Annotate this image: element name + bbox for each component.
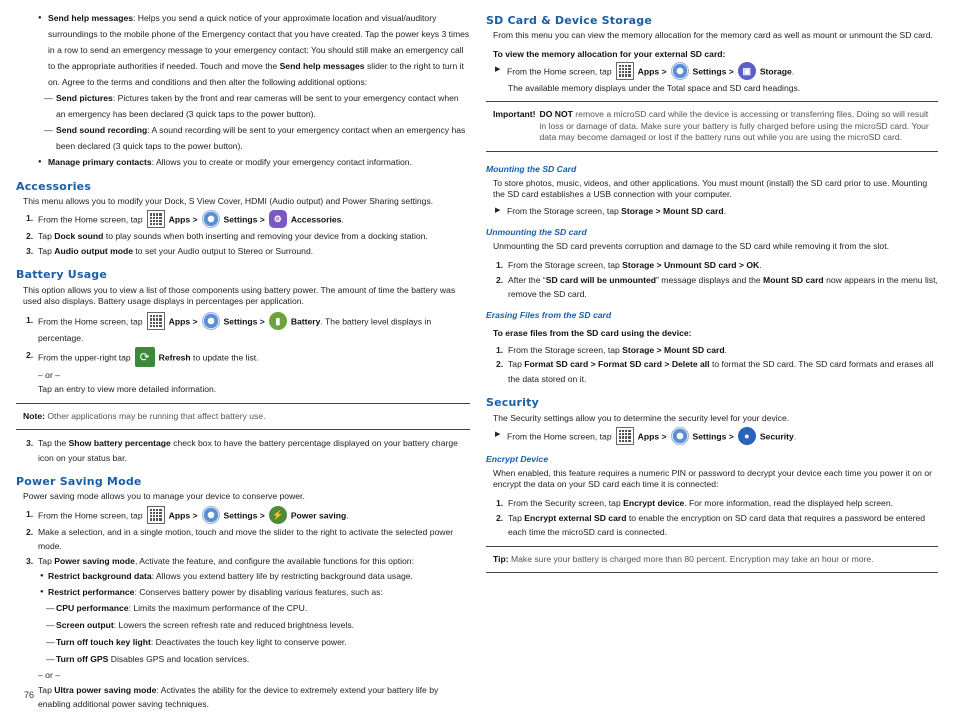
- list-item: — Send pictures: Pictures taken by the front and rear cameras will be sent to your emergency contact when an emergency has been declared (3 quick taps to the power button).: [16, 90, 470, 122]
- step: 2. After the “SD card will be unmounted” message displays and the Mount SD card now appears in the menu list, remove the SD card.: [496, 274, 938, 299]
- heading-accessories: Accessories: [16, 180, 92, 193]
- step: 3. Tap Power saving mode, Activate the feature, and configure the available functions for this option:: [26, 555, 414, 566]
- apps-grid-icon: [147, 312, 165, 330]
- page-number: 76: [24, 690, 35, 700]
- list-item: ● Restrict background data: Allows you extend battery life by restricting background data usage.: [16, 568, 470, 584]
- heading-power-saving: Power Saving Mode: [16, 475, 142, 489]
- apps-grid-icon: [616, 62, 634, 80]
- step: 3. Tap the Show battery percentage check box to have the battery percentage displayed on your battery charge icon on your status bar.: [26, 438, 458, 463]
- step: 1. From the Home screen, tap Apps > Settings > ⚙ Accessories.: [16, 211, 470, 229]
- step: 1. From the Storage screen, tap Storage > Unmount SD card > OK.: [496, 260, 762, 270]
- lock-icon: ●: [738, 427, 756, 445]
- paragraph: This option allows you to view a list of those components using battery power. The amount of time the battery was used also displays. Battery usage displays in percentages per application.: [23, 284, 456, 306]
- left-column: [16, 10, 470, 712]
- important-box: Important! DO NOT remove a microSD card while the device is accessing or transferring files. Doing so will result in loss or damage of data. Make sure your battery is fully charged before using the microSD card. Your data may become damaged or lost if the battery runs out while you are using the microSD card.: [486, 101, 938, 152]
- tip-box: Tip: Make sure your battery is charged more than 80 percent. Encryption may take an hour or more.: [486, 546, 938, 574]
- paragraph: Unmounting the SD card prevents corruption and damage to the SD card while removing it from the slot.: [493, 240, 889, 251]
- step: 1. From the Security screen, tap Encrypt device. For more information, read the displayed help screen.: [496, 498, 893, 509]
- battery-icon: ▮: [269, 312, 287, 330]
- list-item: — Screen output: Lowers the screen refresh rate and reduced brightness levels.: [16, 617, 470, 634]
- settings-gear-icon: [671, 62, 689, 80]
- heading-erasing: Erasing Files from the SD card: [486, 309, 612, 320]
- step: ▶ From the Home screen, tap Apps > Settings > ▣ Storage.: [486, 63, 938, 81]
- list-item: — Send sound recording: A sound recording will be sent to your emergency contact when an emergency has been declared (3 quick taps to the power button).: [16, 122, 470, 154]
- heading-unmounting: Unmounting the SD card: [486, 226, 587, 237]
- step: 1. From the Storage screen, tap Storage > Mount SD card.: [496, 344, 727, 355]
- paragraph: To store photos, music, videos, and other applications. You must mount (install) the SD card prior to use. Mounting the SD card establishes a USB connection with your computer.: [493, 177, 928, 199]
- paragraph: When enabled, this feature requires a numeric PIN or password to decrypt your device each time you power it on or encrypt the data on your SD card each time it is connected:: [493, 467, 932, 490]
- step: 3. Tap Audio output mode to set your Audio output to Stereo or Surround.: [26, 245, 314, 256]
- settings-gear-icon: [202, 210, 220, 228]
- step: 2. From the upper-right tap ⟳ Refresh to update the list.: [16, 348, 470, 368]
- or-separator: – or –: [38, 670, 60, 681]
- apps-grid-icon: [147, 506, 165, 524]
- list-item: — CPU performance: Limits the maximum performance of the CPU.: [16, 600, 470, 617]
- list-item: ● Send help messages: Helps you send a quick notice of your approximate location and visual/auditory surroundings to the mobile phone of the Emergency contact that you have created. Tap the power keys 3 times in a row to send an emergency message to your emergency contact: You should still make an emergency call to the appropriate authorities if needed. Touch and move the Send help messages slider to the right to turn it on. Agree to the terms and conditions and then alter the following additional options:: [16, 10, 470, 90]
- heading-security: Security: [486, 396, 539, 410]
- paragraph: The Security settings allow you to determine the security level for your device.: [493, 412, 790, 423]
- paragraph: The available memory displays under the Total space and SD card headings.: [508, 82, 801, 93]
- procedure-title: To view the memory allocation for your external SD card:: [493, 49, 726, 60]
- step: 2. Tap Dock sound to play sounds when both inserting and removing your device from a docking station.: [26, 231, 428, 242]
- apps-grid-icon: [147, 210, 165, 228]
- step: 1. From the Home screen, tap Apps > Settings > ▮ Battery. The battery level displays in percentage.: [16, 313, 470, 346]
- paragraph: From this menu you can view the memory allocation for the memory card as well as mount or unmount the SD card.: [493, 30, 933, 41]
- heading-mounting: Mounting the SD Card: [486, 163, 577, 174]
- step: ▶ From the Home screen, tap Apps > Settings > ● Security.: [486, 428, 938, 446]
- accessories-icon: ⚙: [269, 210, 287, 228]
- power-saving-icon: ⚡: [269, 506, 287, 524]
- or-separator: – or –: [38, 369, 60, 380]
- storage-icon: ▣: [738, 62, 756, 80]
- apps-grid-icon: [616, 427, 634, 445]
- paragraph: This menu allows you to modify your Dock, S View Cover, HDMI (Audio output) and Power Sharing settings.: [23, 196, 434, 207]
- paragraph: Tap Ultra power saving mode: Activates the ability for the device to extremely extend your battery life by enabling additional power saving techniques.: [38, 684, 439, 710]
- procedure-title: To erase files from the SD card using the device:: [493, 327, 692, 338]
- note-box: Note: Other applications may be running that affect battery use.: [16, 403, 470, 431]
- paragraph: Tap an entry to view more detailed information.: [38, 384, 217, 395]
- step: 2. Tap Encrypt external SD card to enable the encryption on SD card data that requires a password be entered each time the microSD card is connected.: [496, 512, 926, 538]
- step: ▶ From the Storage screen, tap Storage > Mount SD card.: [486, 204, 938, 219]
- paragraph: Power saving mode allows you to manage your device to conserve power.: [23, 491, 305, 502]
- list-item: ● Restrict performance: Conserves battery power by disabling various features, such as:: [16, 584, 470, 600]
- heading-battery-usage: Battery Usage: [16, 268, 108, 282]
- heading-encrypt-device: Encrypt Device: [486, 453, 549, 464]
- step: 2. Make a selection, and in a single motion, touch and move the slider to the right to activate the selected power mode.: [26, 526, 454, 552]
- heading-sd-card-storage: SD Card & Device Storage: [486, 14, 652, 27]
- right-column: [486, 10, 938, 573]
- list-item: — Turn off GPS Disables GPS and location services.: [16, 651, 470, 668]
- refresh-icon: ⟳: [135, 347, 155, 367]
- list-item: — Turn off touch key light: Deactivates the touch key light to conserve power.: [16, 634, 470, 651]
- settings-gear-icon: [202, 506, 220, 524]
- step: 1. From the Home screen, tap Apps > Settings > ⚡ Power saving.: [16, 507, 470, 525]
- list-item: ● Manage primary contacts: Allows you to create or modify your emergency contact information.: [16, 154, 470, 170]
- step: 2. Tap Format SD card > Format SD card > Delete all to format the SD card. The SD card formats and erases all the data stored on it.: [496, 359, 934, 384]
- settings-gear-icon: [671, 427, 689, 445]
- settings-gear-icon: [202, 312, 220, 330]
